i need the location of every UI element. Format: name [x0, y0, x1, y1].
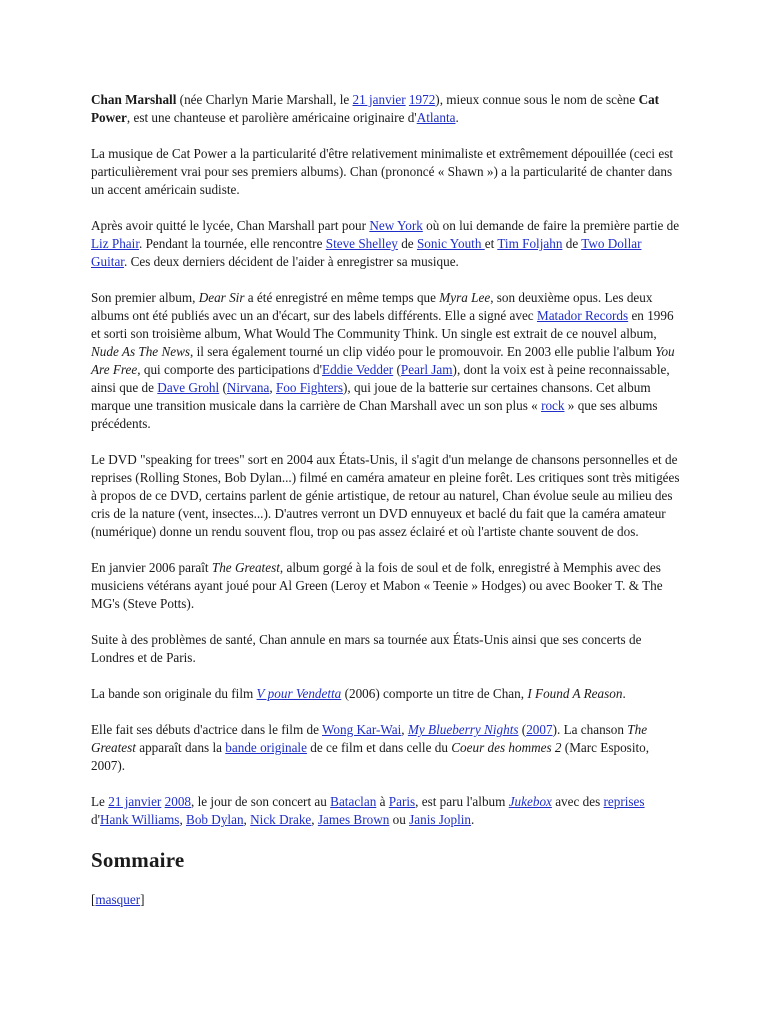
- link-my-blueberry-nights[interactable]: [408, 722, 519, 737]
- text: et: [484, 236, 498, 251]
- text: La bande son originale du film: [91, 686, 257, 701]
- paragraph-dvd: Le DVD "speaking for trees" sort en 2004 aux États-Unis, il s'agit d'un melange de chansons personnelles et de reprises (Rolling Stones, Bob Dylan...) filmé en caméra amateur en pleine forêt. Les critiques sont très mitigées à propos de ce DVD, certains parlent de génie artistique, de retour au naturel, Chan évolue seule au milieu des cris de la nature (vent, insectes...). D'autres verront un DVD ennuyeux et baclé du fait que la caméra amateur (numérique) donne un rendu souvent flou, trop ou pas assez éclairé et où l'artiste chante souvent de dos.: [91, 452, 680, 539]
- toc-hide-link[interactable]: masquer: [95, 892, 141, 907]
- text: .: [455, 110, 459, 125]
- text: (2006) comporte un titre de Chan,: [341, 686, 528, 701]
- stage-name: Cat Power: [91, 92, 660, 125]
- link-paris[interactable]: Paris: [388, 794, 416, 809]
- text: ,: [179, 812, 187, 827]
- paragraph-health: Suite à des problèmes de santé, Chan annule en mars sa tournée aux États-Unis ainsi que ses concerts de Londres et de Paris.: [91, 632, 642, 665]
- link-foo-fighters[interactable]: Foo Fighters: [275, 380, 344, 395]
- text: ), dont la voix est à peine reconnaissable, ainsi que de: [91, 362, 670, 395]
- link-eddie-vedder[interactable]: Eddie Vedder: [322, 362, 394, 377]
- text: à: [376, 794, 389, 809]
- article-body: [91, 91, 681, 909]
- text: en 1996 et sorti son troisième album, What Would The Community Think. Un single est extrait de ce nouvel album,: [91, 308, 674, 341]
- text: (: [393, 362, 401, 377]
- film-title: Coeur des hommes 2: [451, 740, 562, 755]
- text: , il sera également tourné un clip vidéo pour le promouvoir. En 2003 elle publie l'album: [190, 344, 656, 359]
- text: de ce film et dans celle du: [306, 740, 452, 755]
- text: » que ses albums précédents.: [91, 398, 658, 431]
- link-tim-foljahn[interactable]: Tim Foljahn: [497, 236, 563, 251]
- link-pearl-jam[interactable]: Pearl Jam: [400, 362, 453, 377]
- link-1972[interactable]: 1972: [408, 92, 436, 107]
- film-title: My Blueberry Nights: [407, 722, 519, 737]
- text: de: [397, 236, 417, 251]
- text: ), mieux connue sous le nom de scène: [435, 92, 639, 107]
- text: (Marc Esposito, 2007).: [91, 740, 650, 773]
- link-jukebox[interactable]: [509, 794, 552, 809]
- text: (: [219, 380, 227, 395]
- link-2007[interactable]: 2007: [526, 722, 553, 737]
- text: . Pendant la tournée, elle rencontre: [138, 236, 326, 251]
- text: (née Charlyn Marie Marshall, le: [176, 92, 353, 107]
- link-nick-drake[interactable]: Nick Drake: [250, 812, 312, 827]
- text: .: [622, 686, 626, 701]
- album-title: Myra Lee: [439, 290, 491, 305]
- link-new-york[interactable]: New York: [369, 218, 423, 233]
- text: , est une chanteuse et parolière américaine originaire d': [126, 110, 417, 125]
- paragraph-jukebox: [91, 793, 681, 829]
- text: avec des: [551, 794, 604, 809]
- link-steve-shelley[interactable]: Steve Shelley: [325, 236, 398, 251]
- text: , album gorgé à la fois de soul et de folk, enregistré à Memphis avec des musiciens vétérans ayant joué pour Al Green (Leroy et Mabon « Teenie » Hodges) ou avec Booker T. & The MG's (Steve Potts).: [91, 560, 663, 611]
- text: ou: [389, 812, 410, 827]
- text: où on lui demande de faire la première partie de: [422, 218, 680, 233]
- text: , qui comporte des participations d': [137, 362, 323, 377]
- album-title: Dear Sir: [198, 290, 245, 305]
- album-title: Jukebox: [508, 794, 552, 809]
- link-two-dollar-guitar[interactable]: Two Dollar Guitar: [91, 236, 642, 269]
- link-sonic-youth[interactable]: Sonic Youth: [416, 236, 485, 251]
- song-title: I Found A Reason: [527, 686, 623, 701]
- text: ), qui joue de la batterie sur certaines chansons. Cet album marque une transition musicale dans la carrière de Chan Marshall avec un son plus «: [91, 380, 651, 413]
- bracket: [: [91, 892, 96, 907]
- text: de: [562, 236, 582, 251]
- text: (: [518, 722, 527, 737]
- link-21-janvier[interactable]: 21 janvier: [352, 92, 406, 107]
- link-reprises[interactable]: reprises: [603, 794, 645, 809]
- album-title: The Greatest: [91, 722, 648, 755]
- text: .: [471, 812, 475, 827]
- paragraph-albums: [91, 289, 681, 433]
- link-james-brown[interactable]: James Brown: [317, 812, 390, 827]
- film-title: V pour Vendetta: [256, 686, 342, 701]
- album-title: You Are Free: [91, 344, 675, 377]
- text: d': [91, 812, 100, 827]
- text: ,: [401, 722, 408, 737]
- text: Le: [91, 794, 109, 809]
- paragraph-soundtrack: [91, 685, 681, 703]
- text: . Ces deux derniers décident de l'aider à enregistrer sa musique.: [123, 254, 459, 269]
- text: ). La chanson: [552, 722, 628, 737]
- link-liz-phair[interactable]: Liz Phair: [91, 236, 139, 251]
- text: Elle fait ses débuts d'actrice dans le film de: [91, 722, 323, 737]
- paragraph-music-style: La musique de Cat Power a la particularité d'être relativement minimaliste et extrêmement dépouillée (ceci est particulièrement vrai pour ses premiers albums). Chan (prononcé « Shawn ») a la particularité de chanter dans un accent américain sudiste.: [91, 146, 674, 197]
- text: En janvier 2006 paraît: [91, 560, 212, 575]
- paragraph-early-career: [91, 217, 681, 271]
- text: apparaît dans la: [135, 740, 226, 755]
- link-janis-joplin[interactable]: Janis Joplin: [409, 812, 472, 827]
- link-dave-grohl[interactable]: Dave Grohl: [157, 380, 220, 395]
- link-21-janvier[interactable]: 21 janvier: [108, 794, 162, 809]
- text: , le jour de son concert au: [191, 794, 331, 809]
- link-rock[interactable]: rock: [541, 398, 565, 413]
- single-title: Nude As The News: [91, 344, 191, 359]
- text: , est paru l'album: [415, 794, 509, 809]
- link-bataclan[interactable]: Bataclan: [330, 794, 377, 809]
- text: ,: [269, 380, 276, 395]
- text: a été enregistré en même temps que: [244, 290, 440, 305]
- subject-name: Chan Marshall: [91, 92, 177, 107]
- text: Après avoir quitté le lycée, Chan Marshall part pour: [91, 218, 370, 233]
- text: ,: [243, 812, 251, 827]
- text: Son premier album,: [91, 290, 199, 305]
- text: , son deuxième opus. Les deux albums ont été publiés avec un an d'écart, sur des labels différents. Elle a signé avec: [91, 290, 653, 323]
- link-bob-dylan[interactable]: Bob Dylan: [186, 812, 244, 827]
- toc-heading: Sommaire: [91, 848, 185, 872]
- paragraph-intro: [91, 91, 681, 127]
- link-v-pour-vendetta[interactable]: [257, 686, 342, 701]
- link-bande-originale[interactable]: bande originale: [225, 740, 307, 755]
- paragraph-the-greatest: [91, 559, 681, 613]
- text: ,: [311, 812, 318, 827]
- link-hank-williams[interactable]: Hank Williams: [99, 812, 180, 827]
- link-wong-kar-wai[interactable]: Wong Kar-Wai: [322, 722, 402, 737]
- toc-toggle: [91, 891, 681, 909]
- link-2008[interactable]: 2008: [164, 794, 191, 809]
- link-nirvana[interactable]: Nirvana: [226, 380, 270, 395]
- album-title: The Greatest: [211, 560, 280, 575]
- paragraph-acting: [91, 721, 681, 775]
- link-atlanta[interactable]: Atlanta: [416, 110, 456, 125]
- bracket: ]: [140, 892, 145, 907]
- link-matador-records[interactable]: Matador Records: [536, 308, 629, 323]
